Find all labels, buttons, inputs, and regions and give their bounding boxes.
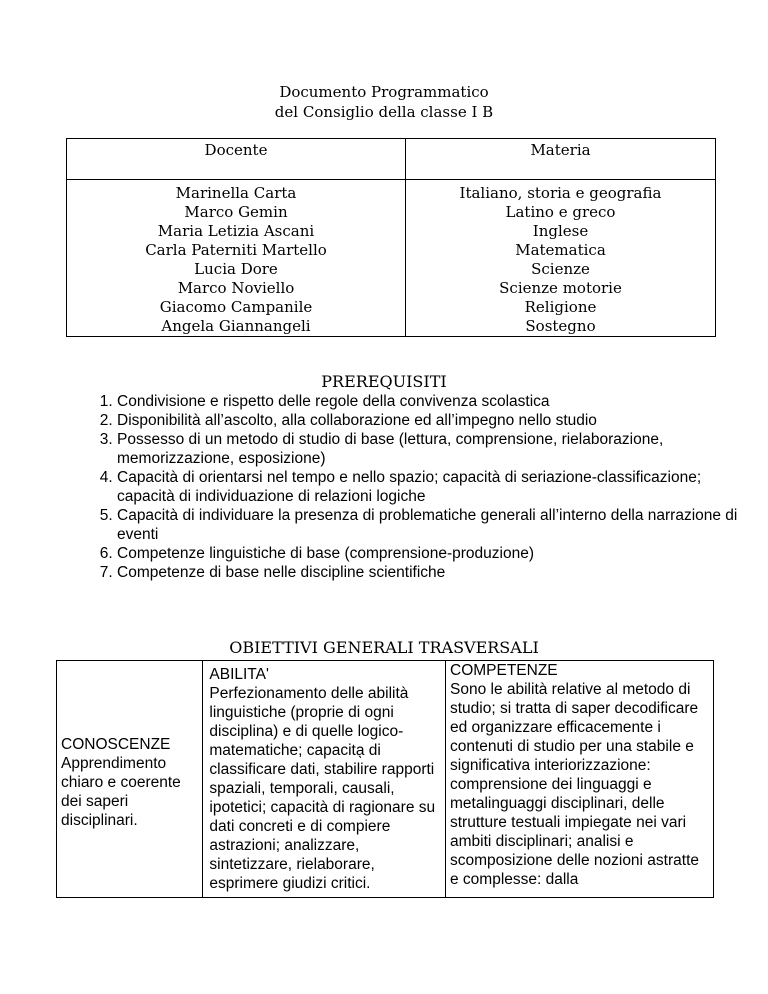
prerequisito-item xyxy=(117,468,757,506)
materia-name: Italiano, storia e geografia xyxy=(459,184,662,202)
prerequisito-item xyxy=(117,430,757,468)
prerequisito-item xyxy=(117,544,757,563)
competenze-cell xyxy=(446,661,714,898)
prerequisito-text: Competenze linguistiche di base (comprensione-produzione) xyxy=(117,545,535,562)
materie-list xyxy=(406,180,716,337)
abilita-cell xyxy=(203,661,446,898)
prerequisiti-list xyxy=(62,392,757,582)
competenze-heading: COMPETENZE xyxy=(450,662,558,679)
abilita-text: Perfezionamento delle abilità linguistiche (proprie di ogni disciplina) e di quelle logico-matematiche; capacita̖ di classificare dati, stabilire rapporti spaziali, temporali, causali, ipotetici; capacità di ragionare su dati concreti e di compiere astrazioni; analizzare, sintetizzare, rielaborare, esprimere giudizi critici. xyxy=(209,685,436,892)
header-materia: Materia xyxy=(406,139,716,180)
prerequisito-text: Capacità di orientarsi nel tempo e nello spazio; capacità di seriazione-classificazione; xyxy=(117,469,702,486)
materia-name: Sostegno xyxy=(525,317,596,335)
prerequisito-continuation: eventi xyxy=(117,526,159,543)
prerequisito-item xyxy=(117,392,757,411)
conoscenze-cell xyxy=(57,661,203,898)
document-title xyxy=(0,82,768,122)
materia-name: Scienze motorie xyxy=(499,279,622,297)
abilita-heading: ABILITA' xyxy=(209,666,269,683)
prerequisito-continuation: capacità di individuazione di relazioni logiche xyxy=(117,488,426,505)
materia-name: Religione xyxy=(524,298,597,316)
obiettivi-table xyxy=(56,660,714,898)
materia-name: Matematica xyxy=(515,241,606,259)
materia-name: Scienze xyxy=(531,260,590,278)
docente-name: Carla Paterniti Martello xyxy=(145,241,327,259)
title-line-1: Documento Programmatico xyxy=(279,83,489,101)
prerequisito-text: Condivisione e rispetto delle regole della convivenza scolastica xyxy=(117,393,550,410)
title-line-2: del Consiglio della classe I B xyxy=(274,103,494,121)
prerequisito-text: Disponibilità all’ascolto, alla collaborazione ed all’impegno nello studio xyxy=(117,412,597,429)
docente-name: Angela Giannangeli xyxy=(161,317,311,335)
obiettivi-heading: OBIETTIVI GENERALI TRASVERSALI xyxy=(229,638,539,657)
header-docente: Docente xyxy=(67,139,406,180)
conoscenze-text: Apprendimento chiaro e coerente dei saperi disciplinari. xyxy=(61,754,181,829)
materia-name: Inglese xyxy=(532,222,589,240)
conoscenze-heading: CONOSCENZE xyxy=(61,735,171,753)
docente-name: Marinella Carta xyxy=(175,184,297,202)
prerequisito-text: Capacità di individuare la presenza di problematiche generali all’interno della narrazione di xyxy=(117,507,738,524)
materia-name: Latino e greco xyxy=(505,203,616,221)
docenti-table xyxy=(66,138,716,337)
prerequisito-item xyxy=(117,506,757,544)
docenti-list xyxy=(67,180,406,337)
docente-name: Giacomo Campanile xyxy=(159,298,313,316)
prerequisito-text: Possesso di un metodo di studio di base (lettura, comprensione, rielaborazione, memorizzazione, esposizione) xyxy=(117,431,664,467)
docenti-table-header-row xyxy=(67,139,716,180)
prerequisito-item xyxy=(117,411,757,430)
prerequisiti-heading: PREREQUISITI xyxy=(321,372,447,391)
obiettivi-row xyxy=(57,661,714,898)
docente-name: Maria Letizia Ascani xyxy=(157,222,315,240)
prerequisito-item xyxy=(117,563,757,582)
docenti-table-body-row xyxy=(67,180,716,337)
docente-name: Marco Noviello xyxy=(177,279,295,297)
competenze-text: Sono le abilità relative al metodo di studio; si tratta di saper decodificare ed organizzare efficacemente i contenuti di studio per una stabile e significativa interiorizzazione: comprensione dei linguaggi e metalinguaggi disciplinari, delle strutture testuali impiegate nei vari ambiti disciplinari; analisi e scomposizione delle nozioni astratte e complesse: dalla xyxy=(450,681,699,888)
prerequisito-text: Competenze di base nelle discipline scientifiche xyxy=(117,564,446,581)
docente-name: Lucia Dore xyxy=(194,260,278,278)
docente-name: Marco Gemin xyxy=(184,203,288,221)
